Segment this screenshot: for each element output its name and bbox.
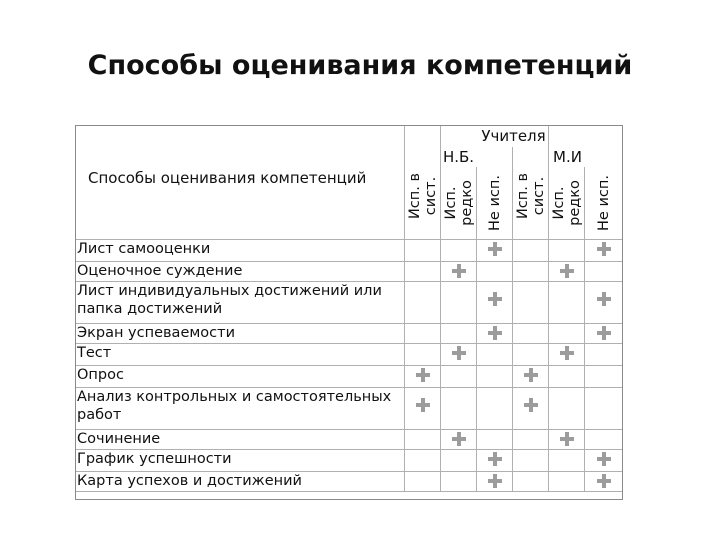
mark-cell <box>549 240 585 262</box>
row-label: Тест <box>77 345 112 361</box>
mark-cell <box>585 430 623 450</box>
mark-cell <box>477 450 513 472</box>
mark-cell <box>405 324 441 344</box>
mark-cell <box>585 344 623 366</box>
mark-cell <box>405 450 441 472</box>
mark-cell <box>441 388 477 430</box>
plus-icon <box>597 452 611 466</box>
mark-cell <box>441 282 477 324</box>
plus-icon <box>488 242 502 256</box>
mark-cell <box>585 240 623 262</box>
mark-cell <box>405 388 441 430</box>
mark-cell <box>549 324 585 344</box>
mark-cell <box>549 450 585 472</box>
mark-cell <box>513 240 549 262</box>
mark-cell <box>405 366 441 388</box>
column-header-cell <box>549 167 585 240</box>
mark-cell <box>549 262 585 282</box>
row-label: Опрос <box>77 367 124 383</box>
mark-cell <box>585 388 623 430</box>
plus-icon <box>524 398 538 412</box>
row-label-cell <box>75 472 405 492</box>
mark-cell <box>549 472 585 492</box>
mark-cell <box>477 262 513 282</box>
mark-cell <box>405 344 441 366</box>
mark-cell <box>513 282 549 324</box>
column-header-cell <box>441 167 477 240</box>
plus-icon <box>452 264 466 278</box>
page-title: Способы оценивания компетенций <box>87 50 633 81</box>
mark-cell <box>513 430 549 450</box>
plus-icon <box>452 432 466 446</box>
mark-cell <box>585 472 623 492</box>
plus-icon <box>488 292 502 306</box>
mark-cell <box>513 262 549 282</box>
row-label: Лист самооценки <box>77 241 211 257</box>
mark-cell <box>549 388 585 430</box>
row-label: Сочинение <box>77 431 161 447</box>
teacher-header: М.И <box>553 148 582 166</box>
mark-cell <box>477 344 513 366</box>
plus-icon <box>488 452 502 466</box>
mark-cell <box>513 324 549 344</box>
mark-cell <box>585 282 623 324</box>
mark-cell <box>585 366 623 388</box>
row-label-cell <box>75 344 405 366</box>
column-header-cell <box>513 125 549 240</box>
row-label-cell <box>75 282 405 324</box>
mark-cell <box>477 472 513 492</box>
row-label-cell <box>75 262 405 282</box>
plus-icon <box>597 326 611 340</box>
mark-cell <box>477 282 513 324</box>
plus-icon <box>488 326 502 340</box>
column-header: Исп. в сист. <box>514 172 547 219</box>
mark-cell <box>513 450 549 472</box>
plus-icon <box>560 432 574 446</box>
row-label-cell <box>75 388 405 430</box>
mark-cell <box>441 262 477 282</box>
mark-cell <box>441 430 477 450</box>
row-label: График успешности <box>77 451 232 467</box>
row-label: Анализ контрольных и самостоятельных работ <box>77 389 392 423</box>
row-label-cell <box>75 450 405 472</box>
mark-cell <box>441 366 477 388</box>
mark-cell <box>441 324 477 344</box>
column-header: Не исп. <box>486 175 503 231</box>
row-label-cell <box>75 324 405 344</box>
mark-cell <box>405 262 441 282</box>
mark-cell <box>477 388 513 430</box>
mark-cell <box>405 240 441 262</box>
mark-cell <box>513 344 549 366</box>
mark-cell <box>585 450 623 472</box>
mark-cell <box>405 430 441 450</box>
plus-icon <box>452 346 466 360</box>
row-label-cell <box>75 366 405 388</box>
mark-cell <box>441 344 477 366</box>
column-header-cell <box>477 167 513 240</box>
mark-cell <box>441 450 477 472</box>
row-label-cell <box>75 430 405 450</box>
row-label: Экран успеваемости <box>77 325 236 341</box>
corner-header: Способы оценивания компетенций <box>88 169 367 187</box>
plus-icon <box>560 264 574 278</box>
row-label: Лист индивидуальных достижений или папка достижений <box>77 283 382 317</box>
mark-cell <box>585 324 623 344</box>
plus-icon <box>488 474 502 488</box>
column-header: Исп. редко <box>550 180 583 226</box>
column-header: Исп. в сист. <box>406 172 439 219</box>
mark-cell <box>549 344 585 366</box>
mark-cell <box>585 262 623 282</box>
mark-cell <box>441 240 477 262</box>
plus-icon <box>524 368 538 382</box>
mark-cell <box>549 282 585 324</box>
plus-icon <box>416 368 430 382</box>
mark-cell <box>549 366 585 388</box>
mark-cell <box>513 472 549 492</box>
plus-icon <box>597 474 611 488</box>
mark-cell <box>477 324 513 344</box>
row-label-cell <box>75 240 405 262</box>
plus-icon <box>560 346 574 360</box>
plus-icon <box>416 398 430 412</box>
column-header: Не исп. <box>595 175 612 231</box>
column-header-cell <box>585 167 623 240</box>
mark-cell <box>513 366 549 388</box>
plus-icon <box>597 242 611 256</box>
mark-cell <box>441 472 477 492</box>
mark-cell <box>405 282 441 324</box>
mark-cell <box>477 240 513 262</box>
row-label: Оценочное суждение <box>77 263 243 279</box>
mark-cell <box>477 366 513 388</box>
group-header: Учителя <box>481 127 546 145</box>
column-header: Исп. редко <box>442 180 475 226</box>
row-label: Карта успехов и достижений <box>77 473 302 489</box>
corner-header-cell <box>75 125 405 240</box>
mark-cell <box>513 388 549 430</box>
mark-cell <box>477 430 513 450</box>
mark-cell <box>405 472 441 492</box>
plus-icon <box>597 292 611 306</box>
column-header-cell <box>405 125 441 240</box>
teacher-header: Н.Б. <box>442 148 475 166</box>
mark-cell <box>549 430 585 450</box>
